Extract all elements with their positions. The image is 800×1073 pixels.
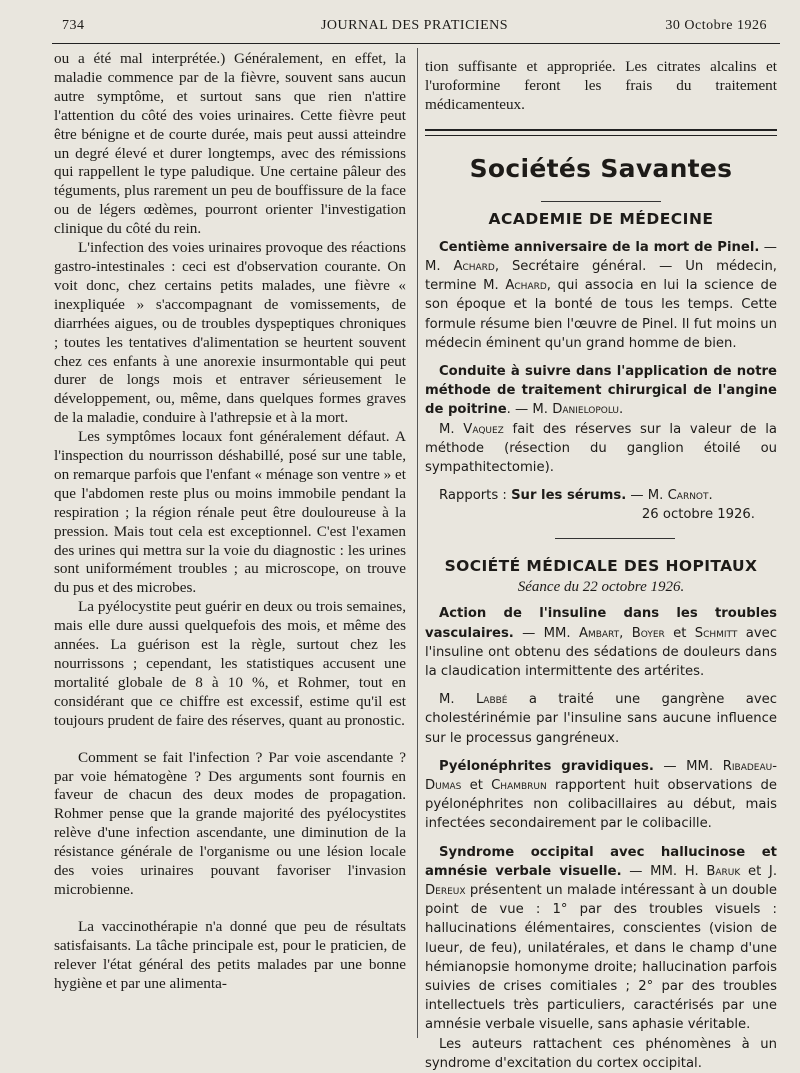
societe-item: M. Labbé a traité une gangrène avec cholestérinémie par l'insuline sans aucune influence sur le processus gangréneux. [425,692,777,746]
page-header [62,18,767,42]
divider [555,538,675,539]
header-rule [52,43,780,44]
page-number: 734 [62,18,85,33]
paragraph: La pyélocystite peut guérir en deux ou trois semaines, mais elle dure aussi quelquefois des mois, et même des années. La guérison est la règle, surtout chez les nourrissons ; cependant, les statistiques accusent une mortalité globale de 8 à 10 %, et Rohmer, tout en considérant que ce chiffre est excessif, estime qu'il est toujours prudent de faire des réserves, quant au pronostic. [54,598,406,729]
paragraph: La vaccinothérapie n'a donné que peu de résultats satisfaisants. La tâche principale est, pour le praticien, de relever l'état général des petits malades par une bonne hygiène et par une alimenta- [54,917,406,992]
journal-title: JOURNAL DES PRATICIENS [320,18,509,33]
seance-date: Séance du 22 octobre 1926. [517,579,685,596]
academie-item: Conduite à suivre dans l'application de notre méthode de traitement chirurgical de l'angine de poitrine. — M. Danielopolu. [425,363,777,418]
paragraph: ou a été mal interprétée.) Généralement, en effet, la maladie commence par de la fièvre, souvent sans aucun autre symptôme, et surtout sans que rien n'attire l'attention du côté des voies urinaires. Cette fièvre peut être bénigne et de courte durée, mais peut aussi atteindre un degré élevé et durer longtemps, avec des rémissions qui rappellent le type paludique. Une certaine pâleur des téguments, plus rarement un peu de bouffissure de la face ou de légers œdèmes, pourront orienter l'investigation clinique du côté du rein. [54,50,406,238]
paragraph: Les symptômes locaux font généralement défaut. A l'inspection du nourrisson déshabillé, posé sur une table, on remarque parfois que l'enfant « ménage son ventre » et que l'abdomen reste plus ou moins immobile pendant la respiration ; la région rénale peut être douloureuse à la pression. Mais tout cela est exceptionnel. C'est l'examen des urines qui mettra sur la voie du diagnostic : les urines sont uniformément troubles ; au microscope, on trouve du pus et des microbes. [54,428,406,597]
section-rule [425,129,777,136]
societe-item: Action de l'insuline dans les troubles vasculaires. — MM. Ambart, Boyer et Schmitt avec l'insuline ont obtenu des sédations de douleurs dans la claudication intermittente des artérites. [425,606,777,679]
societe-item: Les auteurs rattachent ces phénomènes à un syndrome d'excitation du cortex occipital. [425,1036,777,1071]
divider [541,201,661,202]
paragraph: L'infection des voies urinaires provoque des réactions gastro-intestinales : ceci est d'observation courante. On voit donc, chez certains petits malades, une fièvre « inexpliquée » s'accompagnant de vomissements, de diarrhées aigues, ou de troubles dyspeptiques chroniques ; toutes les tentatives d'alimentation se heurtent souvent chez ces enfants à une anorexie insurmontable qui peut durer de longs mois et entraver sérieusement le développement, ou, même, dans quelques formes graves de la maladie, conduire à l'athrepsie et à la mort. [54,239,406,427]
signature-date: 26 octobre 1926. [641,507,755,523]
paragraph: Comment se fait l'infection ? Par voie ascendante ? par voie hématogène ? Des arguments sont fournis en faveur de chacun des deux modes de propagation. Rohmer pense que la grande majorité des pyélocystites relève d'une infection ascendante, une diminution de la résistance générale de l'organisme ou une lésion locale des voies urinaires pouvant favoriser l'invasion microbienne. [54,748,406,898]
societe-item: Pyélonéphrites gravidiques. — MM. Ribadeau-Dumas et Chambrun rapportent huit observations de pyélonéphrites non colibacillaires au début, mais infectées secondairement par le colibacille. [425,758,778,832]
column-divider [417,48,418,1038]
societe-heading: SOCIÉTÉ MÉDICALE DES HOPITAUX [444,557,758,576]
left-column [54,50,406,994]
academie-heading: ACADEMIE DE MÉDECINE [488,209,714,228]
academie-item: Centième anniversaire de la mort de Pinel. — M. Achard, Secrétaire général. — Un médecin, termine M. Achard, qui associa en lui la science de son époque et la bonté de tous les temps. Cette formule résume bien l'œuvre de Pinel. Il fut moins un médecin éminent qu'un grand homme de bien. [425,239,778,351]
issue-date: 30 Octobre 1926 [665,18,767,33]
right-column [425,58,777,1073]
section-title: Sociétés Savantes [469,153,733,183]
academie-item: Rapports : Sur les sérums. — M. Carnot. [439,488,713,504]
academie-item: M. Vaquez fait des réserves sur la valeur de la méthode (résection du ganglion étoilé ou sympathitectomie). [425,421,777,475]
continuation-paragraph: tion suffisante et appropriée. Les citrates alcalins et l'uroformine feront les frais du traitement médicamenteux. [425,58,777,113]
societe-item: Syndrome occipital avec hallucinose et amnésie verbale visuelle. — MM. H. Baruk et J. Dereux présentent un malade intéressant à un double point de vue : 1° par des troubles visuels : hallucinations élémentaires, conscientes (vision de lueur, de feu), unilatérales, et dans le champ d'une hémianopsie homonyme droite; hallucination parfois suivies de crises comitiales ; 2° par des troubles intellectuels très particuliers, caractérisés par une amnésie verbale visuelle, sans aphasie véritable. [425,844,778,1033]
